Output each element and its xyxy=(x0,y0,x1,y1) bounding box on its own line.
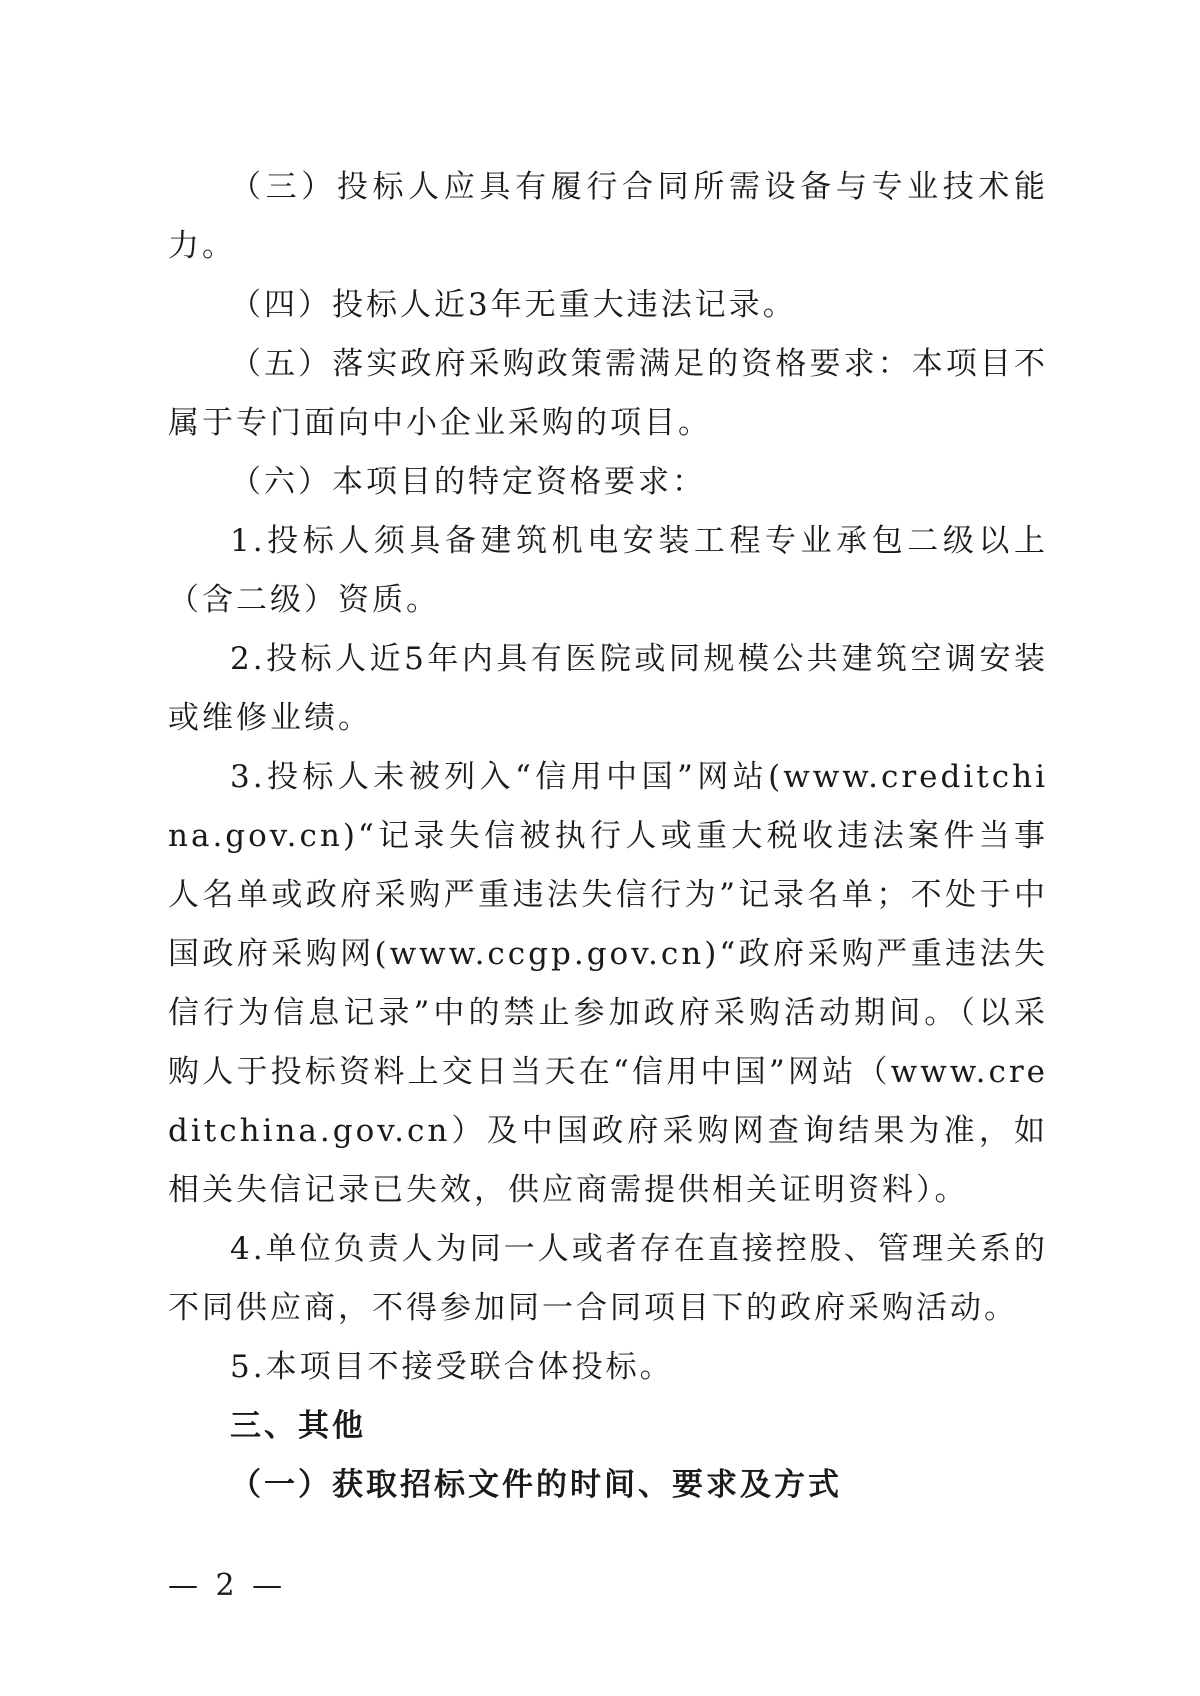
paragraph-requirement-3: （三）投标人应具有履行合同所需设备与专业技术能力。 xyxy=(168,169,1048,264)
paragraph-requirement-6: （六）本项目的特定资格要求： xyxy=(230,464,706,500)
paragraph-requirement-5: （五）落实政府采购政策需满足的资格要求：本项目不属于专门面向中小企业采购的项目。 xyxy=(168,346,1048,441)
paragraph-requirement-4: （四）投标人近3年无重大违法记录。 xyxy=(230,287,797,323)
paragraph-item-4: 4.单位负责人为同一人或者存在直接控股、管理关系的不同供应商，不得参加同一合同项目下的政府采购活动。 xyxy=(168,1231,1048,1326)
page-number: — 2 — xyxy=(168,1568,287,1603)
paragraph-item-2: 2.投标人近5年内具有医院或同规模公共建筑空调安装或维修业绩。 xyxy=(168,641,1048,736)
subsection-heading-obtain-documents: （一）获取招标文件的时间、要求及方式 xyxy=(230,1467,842,1503)
paragraph-item-1: 1.投标人须具备建筑机电安装工程专业承包二级以上（含二级）资质。 xyxy=(168,523,1048,618)
paragraph-item-3: 3.投标人未被列入“信用中国”网站(www.creditchina.gov.cn)“记录失信被执行人或重大税收违法案件当事人名单或政府采购严重违法失信行为”记录名单；不处于中国政府采购网(www.ccgp.gov.cn)“政府采购严重违法失信行为信息记录”中的禁止参加政府采购活动期间。（以采购人于投标资料上交日当天在“信用中国”网站（www.creditchina.gov.cn）及中国政府采购网查询结果为准，如相关失信记录已失效，供应商需提供相关证明资料）。 xyxy=(168,759,1048,1208)
document-body xyxy=(168,158,1048,1515)
paragraph-item-5: 5.本项目不接受联合体投标。 xyxy=(230,1349,674,1385)
section-heading-other: 三、其他 xyxy=(230,1408,366,1444)
